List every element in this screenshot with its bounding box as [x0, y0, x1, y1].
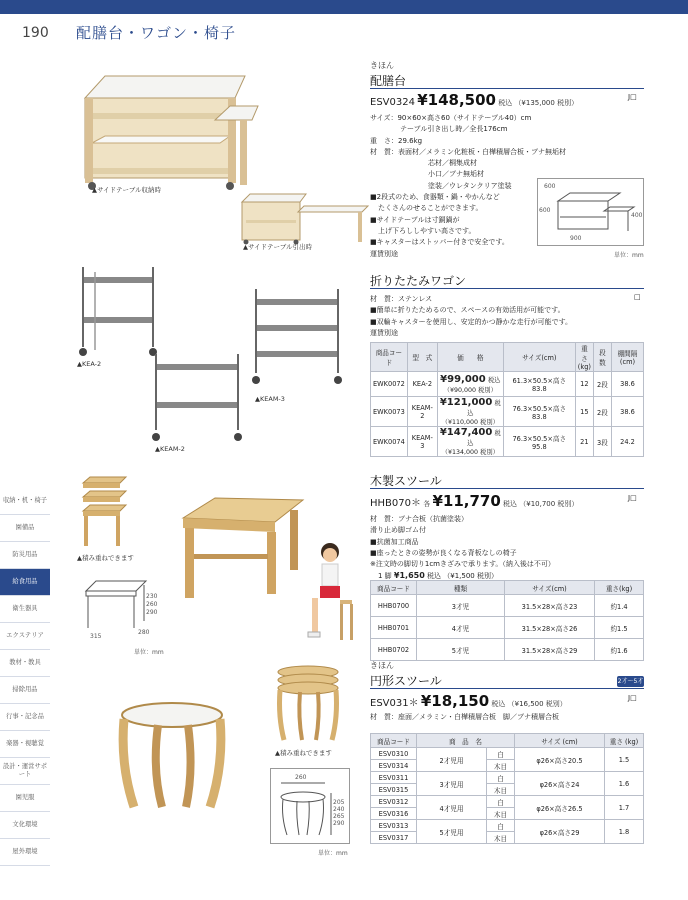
side-item[interactable]: 防災用品 [0, 542, 50, 569]
cell-size: 76.3×50.5×高さ83.8 [503, 397, 575, 427]
col-header: 重さ (kg) [604, 734, 643, 748]
product-code: HHB070＊ [370, 498, 421, 509]
cell-code: HHB0700 [371, 595, 417, 617]
wagon-table [370, 342, 644, 457]
cell-code: HHB0701 [371, 617, 417, 639]
side-item[interactable]: 教材・教具 [0, 650, 50, 677]
cell-color: 白 [486, 820, 514, 832]
table-row [371, 796, 644, 808]
cell-gap: 38.6 [611, 397, 643, 427]
spec-line: 運賃別途 [370, 328, 398, 337]
round-stack-image [272, 662, 344, 744]
tax-label: 税込 [503, 500, 518, 508]
spec-line: ■キャスターはストッパー付きで安全です。 [370, 238, 509, 247]
cell-model: KEA-2 [407, 372, 437, 397]
cell-name: 3才児用 [417, 772, 487, 796]
section-line [370, 488, 644, 489]
cell-tiers: 3段 [593, 427, 611, 457]
j-mark: J□ [628, 494, 637, 502]
dim-600b: 600 [539, 207, 551, 214]
cell-gap: 38.6 [611, 372, 643, 397]
cell-code: EWK0073 [371, 397, 408, 427]
wagon-keam2-image [150, 350, 245, 445]
col-header: 型 式 [407, 343, 437, 372]
haizendai-price-row [370, 91, 578, 109]
tax-label: 税込 [491, 700, 506, 708]
cell-color: 木目 [486, 832, 514, 844]
section-line [370, 88, 644, 89]
dim-unit: 単位：mm [134, 649, 164, 656]
j-mark: J□ [628, 93, 637, 101]
dim-265: 265 [333, 813, 345, 820]
col-header: サイズ (cm) [514, 734, 604, 748]
cell-size: 31.5×28×高さ26 [505, 617, 595, 639]
side-item[interactable]: 行事・記念品 [0, 704, 50, 731]
price: ¥148,500 [417, 91, 496, 109]
col-header: 重さ(kg) [575, 343, 593, 372]
cell-size: φ26×高さ24 [514, 772, 604, 796]
cell-weight: 約1.4 [595, 595, 644, 617]
haizendai-pulled-image [240, 190, 370, 250]
side-item[interactable]: 文化環境 [0, 812, 50, 839]
table-row [371, 772, 644, 784]
col-header: 商品コード [371, 581, 417, 595]
row-tax: 税込 [487, 377, 501, 384]
round-dim-diagram [270, 768, 350, 844]
side-item[interactable]: 衛生器具 [0, 596, 50, 623]
caption-keam2: ▲KEAM-2 [155, 445, 185, 453]
table-row [371, 372, 644, 397]
spec-line: 材 質：ステンレス [370, 295, 433, 303]
side-item[interactable]: 楽器・視聴覚 [0, 731, 50, 758]
row-tax-ex: （¥134,000 税別） [441, 449, 499, 456]
cell-weight: 1.5 [604, 748, 643, 772]
cell-code: EWK0072 [371, 372, 408, 397]
top-bar [0, 0, 688, 14]
cell-code: ESV0312 [371, 796, 417, 808]
section-line [370, 288, 644, 289]
tax-label: 税込 [498, 99, 513, 107]
cell-color: 木目 [486, 760, 514, 772]
dim-315: 315 [90, 633, 102, 640]
side-item[interactable]: 設計・運営サポート [0, 758, 50, 785]
cell-model: KEAM-2 [407, 397, 437, 427]
dim-400: 400 [631, 212, 643, 219]
cell-color: 木目 [486, 784, 514, 796]
caption-pulled: ▲サイドテーブル引出時 [243, 243, 312, 251]
product-code: ESV0324 [370, 97, 415, 108]
leg-cut-tax: 税込 [427, 572, 442, 581]
price: ¥11,770 [432, 492, 501, 510]
col-header: 価 格 [437, 343, 503, 372]
tax-excluded: （¥135,000 税別） [514, 99, 579, 107]
stool-main-image [175, 492, 310, 602]
dim-290: 290 [146, 609, 158, 616]
side-item[interactable]: 屋外環境 [0, 839, 50, 866]
spec-line: 滑り止め脚ゴム付 [370, 526, 426, 535]
col-header: 重さ(kg) [595, 581, 644, 595]
round-table [370, 733, 644, 844]
stool-price-row [370, 492, 578, 510]
table-row [371, 427, 644, 457]
caption-kea2: ▲KEA-2 [77, 360, 102, 368]
spec-line: 重 さ：29.6kg [370, 136, 423, 145]
cell-code: HHB0702 [371, 639, 417, 661]
spec-line: 材 質：表面材／メラミン化粧板・白樺積層合板・ブナ無垢材 [370, 147, 566, 156]
spec-line: 芯材／桐集成材 [428, 159, 477, 168]
round-stool-image [110, 695, 240, 815]
col-header: サイズ(cm) [505, 581, 595, 595]
cell-code: ESV0313 [371, 820, 417, 832]
haizendai-stored-image [80, 68, 260, 193]
round-price-row [370, 692, 567, 710]
tax-excluded: （¥10,700 税別） [519, 500, 579, 508]
dim-260: 260 [146, 601, 158, 608]
spec-line: たくさんのせることができます。 [378, 204, 483, 213]
price: ¥18,150 [420, 692, 490, 710]
cell-model: KEAM-3 [407, 427, 437, 457]
cell-code: ESV0316 [371, 808, 417, 820]
round-spec: 材 質：座面／メラミン・白樺積層合板 脚／ブナ積層合板 [370, 713, 559, 721]
section-line [370, 688, 644, 689]
row-tax: 税込 [467, 400, 501, 417]
col-header: 種類 [417, 581, 505, 595]
dim-unit: 単位：mm [614, 252, 644, 259]
spec-line: ■双輪キャスターを使用し、安定的かつ静かな走行が可能です。 [370, 317, 573, 326]
dim-260: 260 [295, 774, 307, 781]
cell-weight: 21 [575, 427, 593, 457]
caption-stack: ▲積み重ねできます [77, 554, 134, 562]
col-header: 段数 [593, 343, 611, 372]
cell-code: ESV0310 [371, 748, 417, 760]
cell-weight: 約1.6 [595, 639, 644, 661]
col-header: 商品コード [371, 343, 408, 372]
cell-name: 4才児用 [417, 796, 487, 820]
side-item[interactable]: エクステリア [0, 623, 50, 650]
spec-line: ■2段式のため、食器類・鍋・やかんなど [370, 193, 500, 202]
wagon-title: 折りたたみワゴン [370, 274, 467, 288]
wagon-keam3-image [250, 285, 345, 390]
dim-205: 205 [333, 799, 345, 806]
spec-line: ■抗菌加工商品 [370, 537, 419, 546]
spec-line: 小口／ブナ無垢材 [428, 170, 484, 179]
cell-gap: 24.2 [611, 427, 643, 457]
round-title: 円形スツール [370, 674, 442, 688]
cell-kind: 4才児 [417, 617, 505, 639]
cell-size: 31.5×28×高さ23 [505, 595, 595, 617]
cell-price [437, 427, 503, 457]
cell-color: 木目 [486, 808, 514, 820]
leg-cut-label: 1 脚 [378, 572, 392, 581]
cell-kind: 5才児 [417, 639, 505, 661]
row-price: ¥99,000 [440, 374, 486, 385]
leg-cut-price: ¥1,650 [393, 571, 425, 581]
stool-dim-diagram [80, 573, 160, 643]
caption-stored: ▲サイドテーブル収納時 [92, 186, 161, 194]
wagon-specs [370, 294, 640, 339]
cell-weight: 約1.5 [595, 617, 644, 639]
side-item[interactable]: 掃除用品 [0, 677, 50, 704]
caption-round-stack: ▲積み重ねできます [275, 749, 332, 757]
cell-size: φ26×高さ20.5 [514, 748, 604, 772]
side-index [0, 488, 50, 866]
spec-line: 材 質：ブナ合板（抗菌塗装） [370, 515, 468, 523]
side-item[interactable]: 園備品 [0, 515, 50, 542]
cell-price [437, 397, 503, 427]
each-label: 各 [423, 500, 431, 508]
spec-line: ■座ったときの姿勢が良くなる背板なしの椅子 [370, 548, 517, 557]
spec-line: サイズ：90×60×高さ60（サイドテーブル40）cm [370, 114, 532, 122]
side-item[interactable]: 収納・机・椅子 [0, 488, 50, 515]
product-code: ESV031＊ [370, 698, 419, 709]
table-row [371, 595, 644, 617]
cell-name: 2才児用 [417, 748, 487, 772]
cell-size: φ26×高さ29 [514, 820, 604, 844]
cell-name: 5才児用 [417, 820, 487, 844]
cell-size: φ26×高さ26.5 [514, 796, 604, 820]
dim-240: 240 [333, 806, 345, 813]
row-tax-ex: （¥90,000 税別） [443, 387, 497, 394]
table-header [371, 581, 644, 595]
side-item-active[interactable]: 給食用品 [0, 569, 50, 596]
round-kana: きほん [370, 661, 394, 670]
haizendai-title: 配膳台 [370, 74, 407, 88]
page-title: 配膳台・ワゴン・椅子 [76, 24, 237, 42]
row-tax-ex: （¥110,000 税別） [441, 419, 499, 426]
col-header: 商品コード [371, 734, 417, 748]
haizendai-dim-diagram [537, 178, 644, 246]
cell-code: ESV0317 [371, 832, 417, 844]
side-item[interactable]: 園児服 [0, 785, 50, 812]
table-header [371, 734, 644, 748]
child-image [300, 540, 360, 645]
cell-size: 31.5×28×高さ29 [505, 639, 595, 661]
cell-size: 61.3×50.5×高さ83.8 [503, 372, 575, 397]
cell-size: 76.3×50.5×高さ95.8 [503, 427, 575, 457]
col-header: 棚間隔(cm) [611, 343, 643, 372]
cell-tiers: 2段 [593, 372, 611, 397]
leg-cut-ex: （¥1,500 税別） [443, 572, 498, 581]
caption-keam3: ▲KEAM-3 [255, 395, 285, 403]
spec-line: テーブル引き出し時／全長176cm [400, 125, 508, 134]
j-mark: J□ [628, 694, 637, 702]
table-row [371, 397, 644, 427]
stool-stack-image [78, 473, 133, 553]
cell-color: 白 [486, 748, 514, 760]
spec-line: ■簡単に折りたためるので、スペースの有効活用が可能です。 [370, 306, 565, 315]
page-number: 190 [22, 25, 49, 41]
table-header [371, 343, 644, 372]
dim-280: 280 [138, 629, 150, 636]
wagon-kea2-image [75, 262, 160, 362]
cell-tiers: 2段 [593, 397, 611, 427]
table-row [371, 639, 644, 661]
cell-weight: 12 [575, 372, 593, 397]
spec-line: 塗装／ウレタンクリア塗装 [428, 181, 512, 190]
spec-line: 上げ下ろししやすい高さです。 [378, 226, 476, 235]
table-row [371, 617, 644, 639]
dim-600a: 600 [544, 183, 556, 190]
row-tax: 税込 [467, 430, 501, 447]
haizendai-specs [370, 113, 566, 260]
haizendai-kana: きほん [370, 61, 394, 70]
cell-code: EWK0074 [371, 427, 408, 457]
cell-weight: 1.7 [604, 796, 643, 820]
col-header: 商 品 名 [417, 734, 515, 748]
cell-code: ESV0315 [371, 784, 417, 796]
col-header: サイズ(cm) [503, 343, 575, 372]
row-price: ¥121,000 [439, 397, 493, 408]
dim-900: 900 [570, 235, 582, 242]
spec-line: 運賃別途 [370, 249, 398, 258]
dim-230: 230 [146, 593, 158, 600]
spec-line: ※注文時の脚切り1cmきざみで承ります。（納入後は不可） [370, 560, 555, 569]
dim-unit: 単位：mm [318, 850, 348, 857]
table-row [371, 748, 644, 760]
age-tag: 2才～5才 [617, 678, 644, 685]
stool-table [370, 580, 644, 661]
cell-weight: 1.8 [604, 820, 643, 844]
cell-color: 白 [486, 772, 514, 784]
cell-kind: 3才児 [417, 595, 505, 617]
cell-code: ESV0314 [371, 760, 417, 772]
cell-weight: 1.6 [604, 772, 643, 796]
row-price: ¥147,400 [439, 427, 493, 438]
cell-code: ESV0311 [371, 772, 417, 784]
square-mark: □ [634, 293, 641, 301]
cell-weight: 15 [575, 397, 593, 427]
cell-price [437, 372, 503, 397]
table-row [371, 820, 644, 832]
cell-color: 白 [486, 796, 514, 808]
stool-title: 木製スツール [370, 474, 442, 488]
spec-line: ■サイドテーブルは寸銅鍋が [370, 215, 460, 224]
stool-specs [370, 514, 640, 583]
dim-290: 290 [333, 820, 345, 827]
tax-excluded: （¥16,500 税別） [507, 700, 567, 708]
